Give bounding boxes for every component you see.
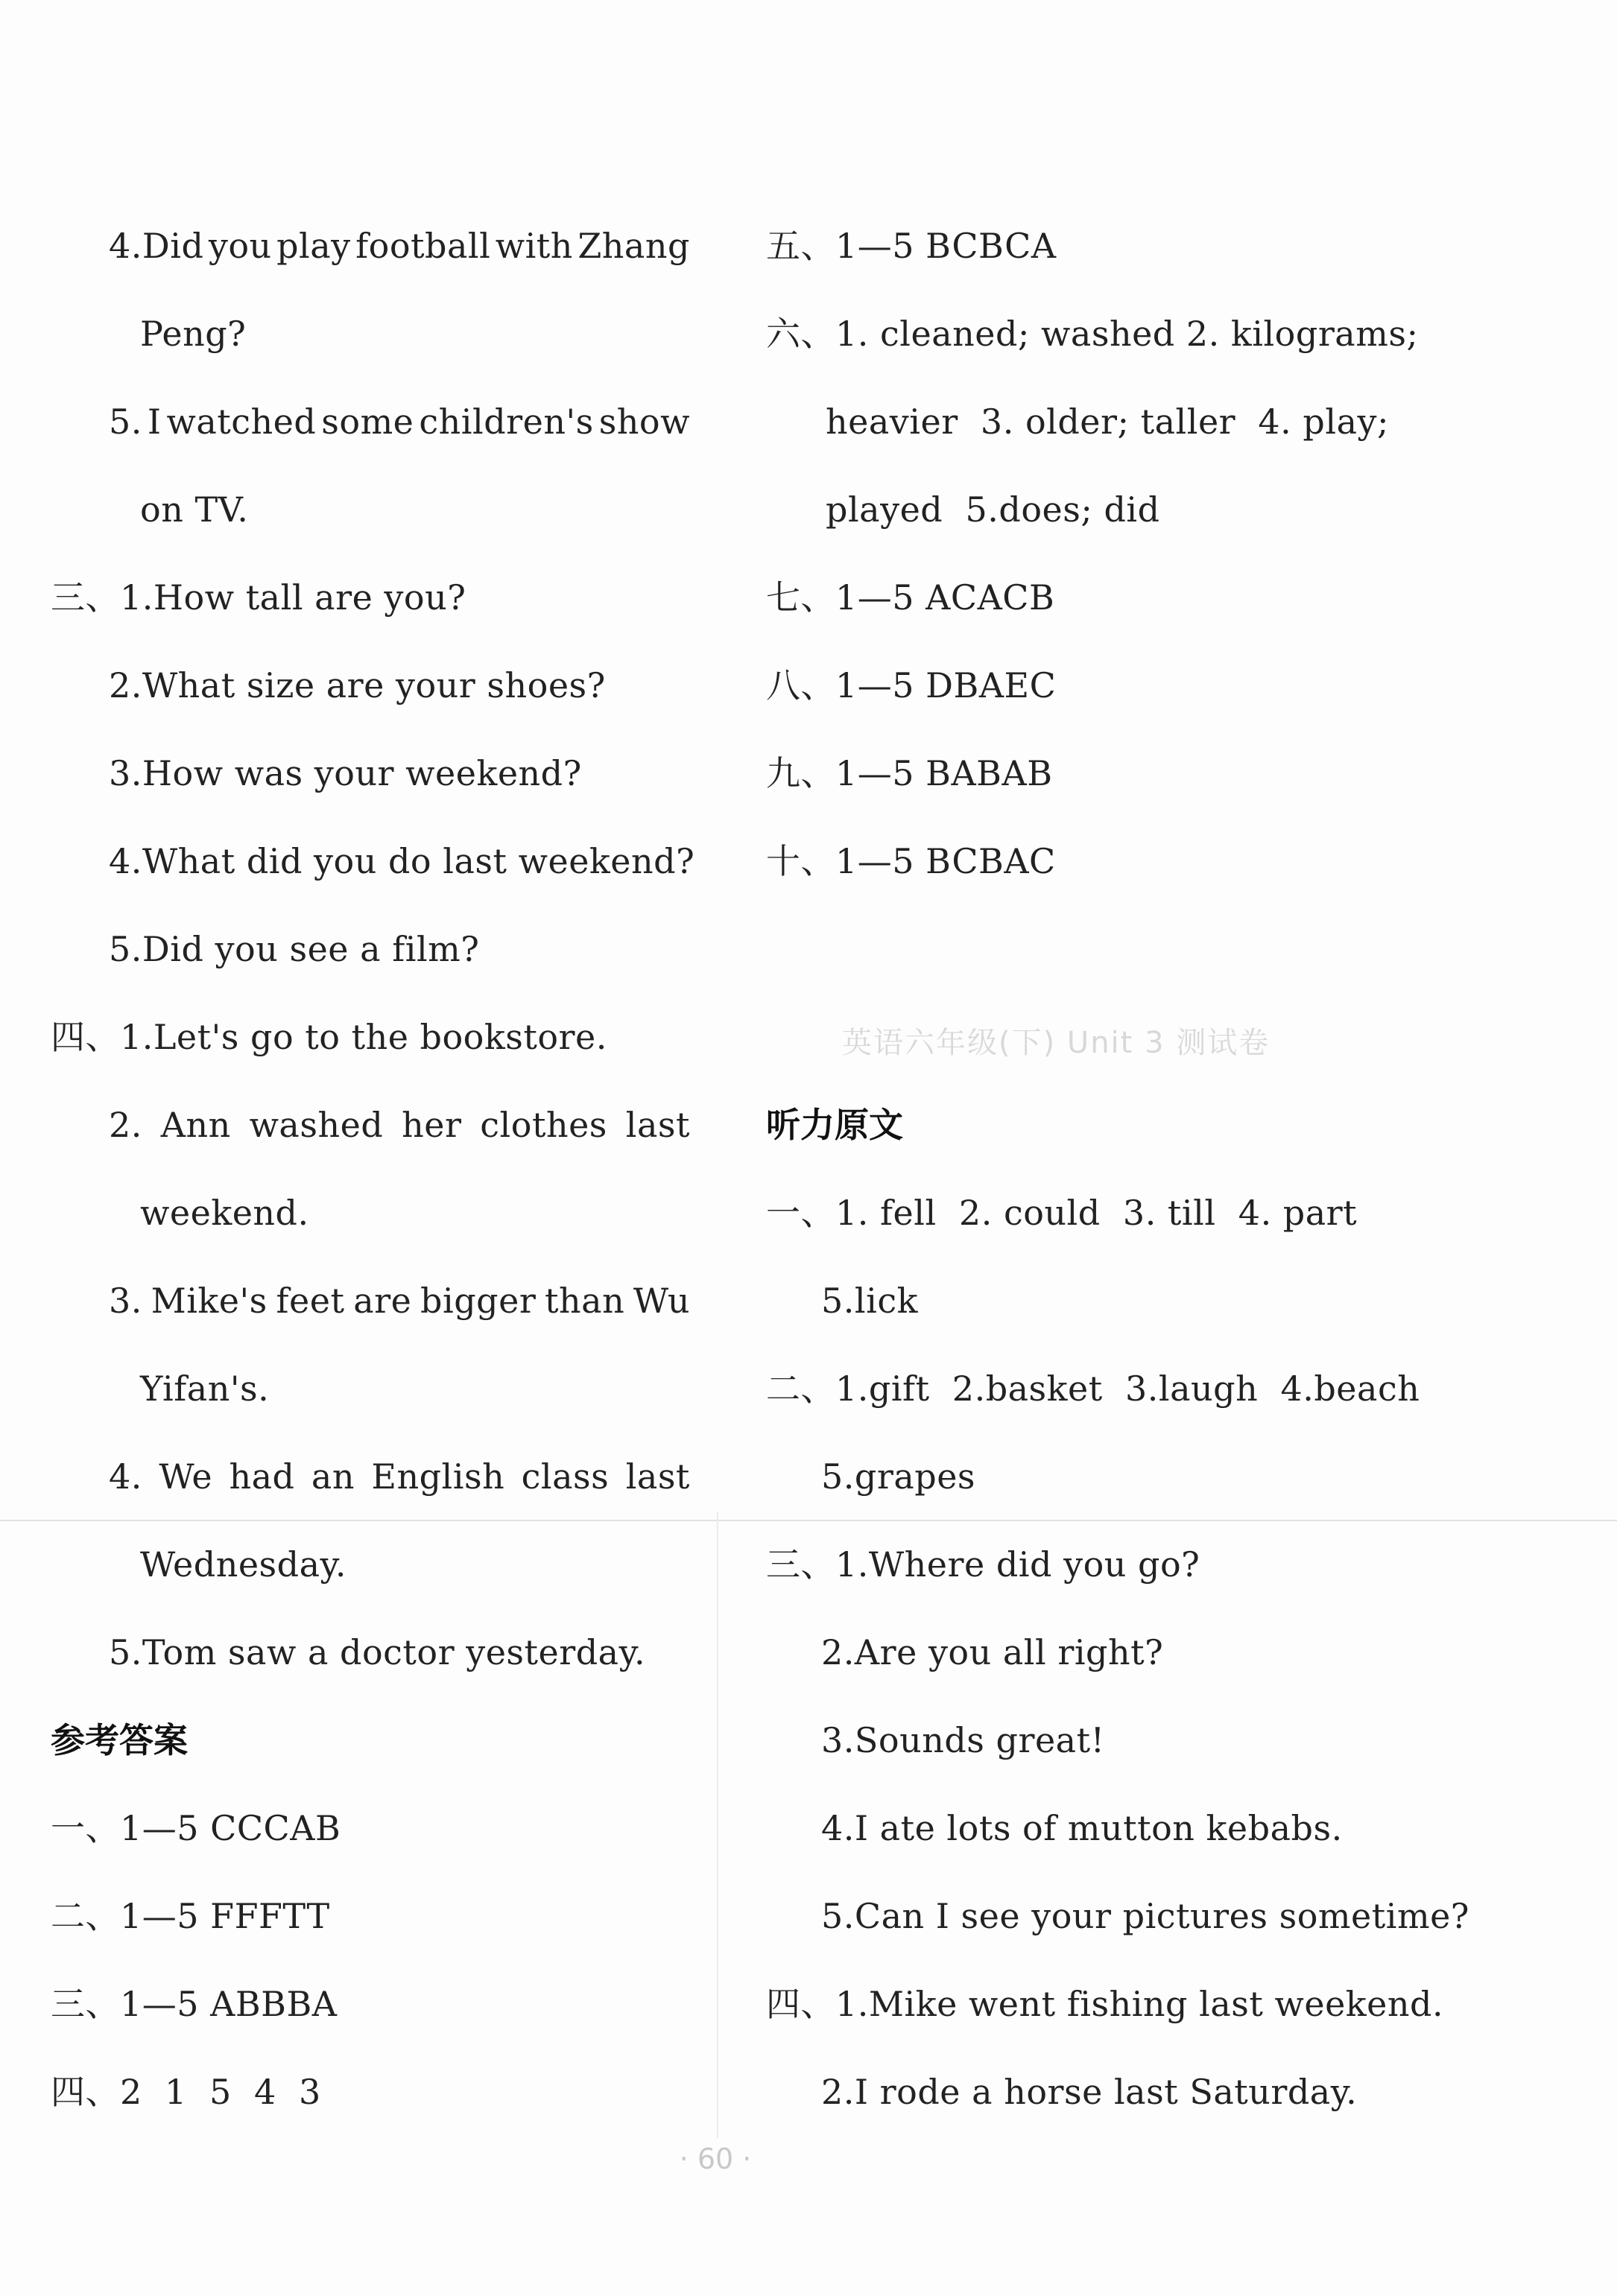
answers-heading: 参考答案 bbox=[51, 1720, 188, 1760]
answer-line: 3. Mike's feet are bigger than Wu bbox=[109, 1281, 690, 1321]
listening-line: 5.grapes bbox=[821, 1456, 976, 1497]
answer-key-line: 二、1—5 FFFTT bbox=[51, 1896, 330, 1936]
answer-key-line: 三、1—5 ABBBA bbox=[51, 1984, 338, 2024]
answer-line: 2.What size are your shoes? bbox=[109, 665, 606, 705]
right-column bbox=[738, 0, 1595, 2160]
left-column bbox=[0, 0, 715, 2160]
answer-line: 2. Ann washed her clothes last bbox=[109, 1105, 690, 1145]
answer-key-line: 十、1—5 BCBAC bbox=[766, 841, 1056, 881]
answer-line: weekend. bbox=[140, 1193, 309, 1233]
listening-line: 一、1. fell 2. could 3. till 4. part bbox=[766, 1193, 1358, 1233]
listening-line: 三、1.Where did you go? bbox=[766, 1544, 1200, 1585]
answer-line: Yifan's. bbox=[140, 1369, 270, 1409]
answer-line: 5. I watched some children's show bbox=[109, 402, 690, 442]
answer-key-line: 七、1—5 ACACB bbox=[766, 577, 1055, 618]
answer-key-line: played 5.does; did bbox=[826, 489, 1160, 530]
answer-key-line: 八、1—5 DBAEC bbox=[766, 665, 1057, 705]
listening-heading: 听力原文 bbox=[766, 1105, 903, 1145]
listening-line: 5.lick bbox=[821, 1281, 918, 1321]
listening-line: 2.I rode a horse last Saturday. bbox=[821, 2072, 1358, 2112]
answer-line: 四、1.Let's go to the bookstore. bbox=[51, 1017, 607, 1057]
answer-line: 4. We had an English class last bbox=[109, 1456, 690, 1497]
answer-line: 3.How was your weekend? bbox=[109, 753, 582, 793]
answer-line: Peng? bbox=[140, 314, 247, 354]
listening-line: 2.Are you all right? bbox=[821, 1632, 1164, 1672]
answer-line: on TV. bbox=[140, 489, 249, 530]
page-number: · 60 · bbox=[679, 2143, 752, 2175]
section-title: 英语六年级(下) Unit 3 测试卷 bbox=[842, 1026, 1270, 1060]
listening-line: 3.Sounds great! bbox=[821, 1720, 1105, 1760]
answer-key-line: 六、1. cleaned; washed 2. kilograms; bbox=[766, 314, 1419, 354]
answer-key-line: 一、1—5 CCCAB bbox=[51, 1808, 341, 1848]
answer-key-line: 五、1—5 BCBCA bbox=[766, 226, 1057, 266]
answer-key-line: heavier 3. older; taller 4. play; bbox=[826, 402, 1389, 442]
answer-line: Wednesday. bbox=[140, 1544, 347, 1585]
listening-line: 四、1.Mike went fishing last weekend. bbox=[766, 1984, 1444, 2024]
answer-line: 5.Tom saw a doctor yesterday. bbox=[109, 1632, 646, 1672]
listening-line: 二、1.gift 2.basket 3.laugh 4.beach bbox=[766, 1369, 1420, 1409]
answer-key-line: 九、1—5 BABAB bbox=[766, 753, 1053, 793]
listening-line: 4.I ate lots of mutton kebabs. bbox=[821, 1808, 1343, 1848]
answer-key-line: 四、2 1 5 4 3 bbox=[51, 2072, 321, 2112]
answer-line: 4.Did you play football with Zhang bbox=[109, 226, 690, 266]
answer-line: 三、1.How tall are you? bbox=[51, 577, 466, 618]
listening-line: 5.Can I see your pictures sometime? bbox=[821, 1896, 1469, 1936]
answer-line: 5.Did you see a film? bbox=[109, 929, 480, 969]
column-divider bbox=[717, 1512, 718, 2138]
answer-line: 4.What did you do last weekend? bbox=[109, 841, 695, 881]
page-fold-line bbox=[0, 1520, 1617, 1521]
